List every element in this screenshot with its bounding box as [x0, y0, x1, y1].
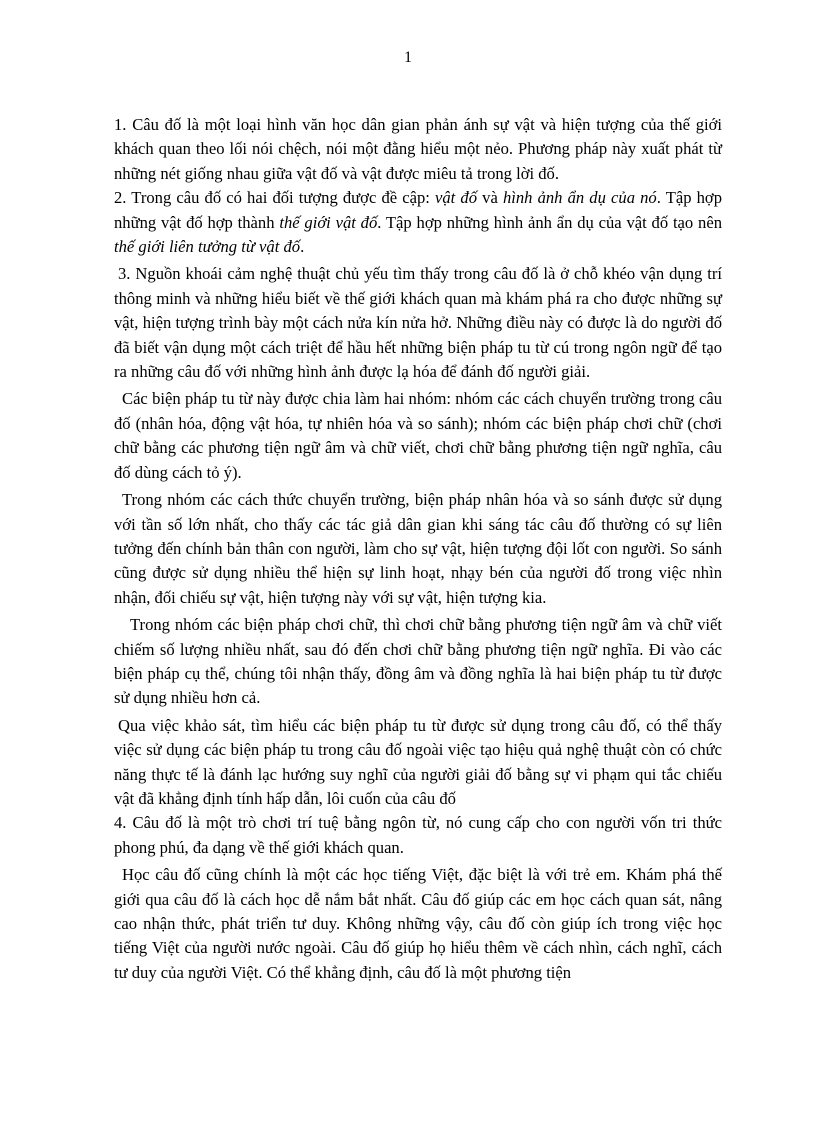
paragraph-2-italic-term: vật đố [435, 188, 478, 208]
paragraph-1: 1. Câu đố là một loại hình văn học dân gian phản ánh sự vật và hiện tượng của thế giới khách quan theo lối nói chệch, nói một đằng hiểu một nẻo. Phương pháp này xuất phát từ những nét giống nhau giữa vật đố và vật được miêu tả trong lời đố. [114, 115, 722, 183]
paragraph-2-text: và [477, 188, 503, 208]
paragraph-2-text: 2. Trong câu đố có hai đối tượng được đề cập: [114, 188, 436, 208]
paragraph-2-text: . Tập hợp những hình ảnh ẩn dụ của vật đố tạo nên [377, 212, 722, 232]
paragraph-2-text: . Tập hợp những vật đố hợp thành [114, 188, 722, 232]
paragraph-2-italic-term: thế giới vật đố [279, 212, 378, 232]
paragraph-9: Học câu đố cũng chính là một các học tiếng Việt, đặc biệt là với trẻ em. Khám phá thế giới qua câu đố là cách học dễ nắm bắt nhất. Câu đố giúp các em học cách quan sát, nâng cao nhận thức, phát triển tư duy. Không những vậy, câu đố còn giúp ích trong việc học tiếng Việt của người nước ngoài. Câu đố giúp họ hiểu thêm về cách nhìn, cách nghĩ, cách tư duy của người Việt. Có thể khẳng định, câu đố là một phương tiện [114, 865, 722, 982]
paragraph-2-italic-term: thế giới liên tưởng từ vật đố [114, 237, 301, 257]
page-number: 1 [404, 49, 412, 66]
paragraph-2-text: . [300, 237, 305, 257]
paragraph-6: Trong nhóm các biện pháp chơi chữ, thì chơi chữ bằng phương tiện ngữ âm và chữ viết chiếm số lượng nhiều nhất, sau đó đến chơi chữ bằng phương tiện ngữ nghĩa. Đi vào các biện pháp cụ thể, chúng tôi nhận thấy, đồng âm và đồng nghĩa là hai biện pháp tu từ được sử dụng nhiều hơn cả. [114, 615, 722, 708]
paragraph-4: Các biện pháp tu từ này được chia làm hai nhóm: nhóm các cách chuyển trường trong câu đố (nhân hóa, động vật hóa, tự nhiên hóa và so sánh); nhóm các biện pháp chơi chữ (chơi chữ bằng các phương tiện ngữ âm và chữ viết, chơi chữ bằng phương tiện ngữ nghĩa, câu đố dùng cách tỏ ý). [114, 389, 722, 482]
paragraph-2-italic-term: hình ảnh ẩn dụ của nó [502, 188, 657, 208]
paragraph-5: Trong nhóm các cách thức chuyển trường, biện pháp nhân hóa và so sánh được sử dụng với tần số lớn nhất, cho thấy các tác giả dân gian khi sáng tác câu đố thường có sự liên tưởng đến chính bản thân con người, làm cho sự vật, hiện tượng đội lốt con người. So sánh cũng được sử dụng nhiều thể hiện sự linh hoạt, nhạy bén của người đố trong việc nhìn nhận, đối chiếu sự vật, hiện tượng này với sự vật, hiện tượng kia. [114, 490, 722, 607]
paragraph-2 [114, 186, 722, 259]
paragraph-7: Qua việc khảo sát, tìm hiểu các biện pháp tu từ được sử dụng trong câu đố, có thể thấy việc sử dụng các biện pháp tu trong câu đố ngoài việc tạo hiệu quả nghệ thuật còn có chức năng thực tế là đánh lạc hướng suy nghĩ của người giải đố bằng sự vi phạm qui tắc chiếu vật đã khẳng định tính hấp dẫn, lôi cuốn của câu đố [114, 715, 722, 808]
paragraph-3: 3. Nguồn khoái cảm nghệ thuật chủ yếu tìm thấy trong câu đố là ở chỗ khéo vận dụng trí thông minh và những hiểu biết về thế giới khách quan mà khám phá ra cho được những sự vật, hiện tượng trình bày một cách nửa kín nửa hở. Những điều này có được là do người đố đã biết vận dụng một cách triệt để hầu hết những biện pháp tu từ cú trong ngôn ngữ để tạo ra những câu đố với những hình ảnh được lạ hóa để đánh đố người giải. [114, 264, 722, 382]
paragraph-8: 4. Câu đố là một trò chơi trí tuệ bằng ngôn từ, nó cung cấp cho con người vốn tri thức phong phú, đa dạng về thế giới khách quan. [114, 813, 722, 857]
document-body [114, 113, 722, 985]
